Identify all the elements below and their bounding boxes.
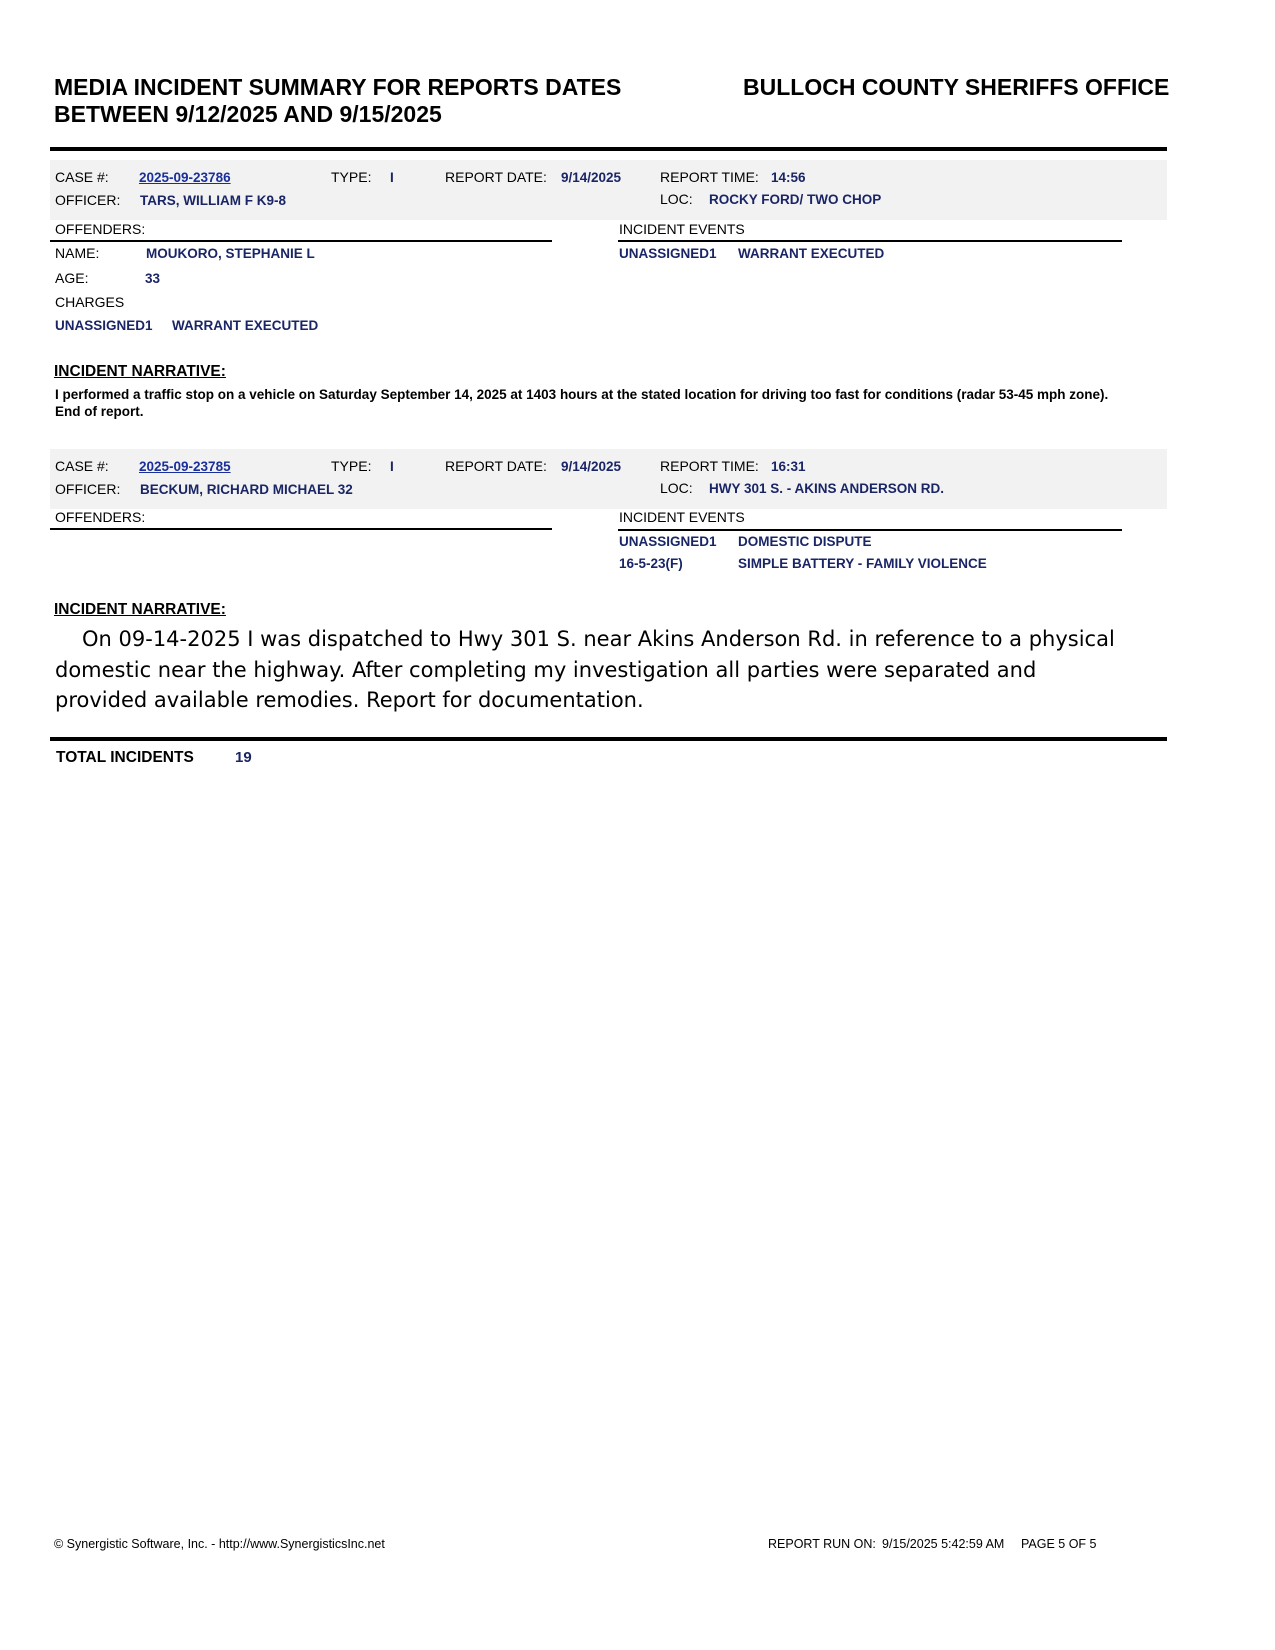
case-number-link[interactable]: 2025-09-23786 (139, 170, 231, 185)
case-label: CASE #: (55, 169, 109, 185)
event-code: UNASSIGNED1 (619, 534, 717, 549)
offender-name-value: MOUKORO, STEPHANIE L (146, 246, 315, 261)
report-time-value: 14:56 (771, 170, 806, 185)
officer-label: OFFICER: (55, 192, 121, 208)
officer-value: TARS, WILLIAM F K9-8 (140, 193, 286, 208)
narrative-text: I performed a traffic stop on a vehicle on Saturday September 14, 2025 at 1403 hours at the stated location for driving too fast for conditions (radar 53-45 mph zone). End of report. (55, 387, 1109, 419)
report-title-line-2: BETWEEN 9/12/2025 AND 9/15/2025 (54, 101, 442, 127)
offender-age-value: 33 (145, 271, 161, 286)
case-number-link[interactable]: 2025-09-23785 (139, 459, 231, 474)
offenders-divider (50, 240, 552, 242)
location-value: ROCKY FORD/ TWO CHOP (709, 192, 882, 207)
charge-description: WARRANT EXECUTED (172, 318, 319, 333)
incident-events-heading: INCIDENT EVENTS (619, 221, 745, 237)
charge-code: UNASSIGNED1 (55, 318, 153, 333)
footer-run-value: 9/15/2025 5:42:59 AM (882, 1537, 1005, 1551)
report-time-label: REPORT TIME: (660, 169, 759, 185)
events-divider (618, 529, 1122, 531)
incident-events-heading: INCIDENT EVENTS (619, 509, 745, 525)
incident-1-header-band (50, 160, 1167, 220)
agency-name: BULLOCH COUNTY SHERIFFS OFFICE (743, 74, 1170, 100)
narrative-heading: INCIDENT NARRATIVE: (54, 363, 226, 380)
charges-heading: CHARGES (55, 294, 125, 310)
footer-run-label: REPORT RUN ON: (768, 1537, 876, 1551)
offenders-heading: OFFENDERS: (55, 509, 146, 525)
location-value: HWY 301 S. - AKINS ANDERSON RD. (709, 481, 945, 496)
report-date-label: REPORT DATE: (445, 169, 547, 185)
event-description: DOMESTIC DISPUTE (738, 534, 872, 549)
offenders-divider (50, 528, 552, 530)
type-value: I (390, 459, 394, 474)
footer-page-number: PAGE 5 OF 5 (1021, 1537, 1097, 1551)
officer-value: BECKUM, RICHARD MICHAEL 32 (140, 482, 353, 497)
header-divider (50, 147, 1167, 151)
offenders-heading: OFFENDERS: (55, 221, 146, 237)
case-label: CASE #: (55, 458, 109, 474)
report-time-value: 16:31 (771, 459, 806, 474)
offender-name-label: NAME: (55, 245, 100, 261)
report-title-line-1: MEDIA INCIDENT SUMMARY FOR REPORTS DATES (54, 74, 622, 100)
location-label: LOC: (660, 480, 693, 496)
total-incidents-label: TOTAL INCIDENTS (56, 749, 194, 766)
type-label: TYPE: (331, 458, 372, 474)
report-time-label: REPORT TIME: (660, 458, 759, 474)
totals-divider (50, 737, 1167, 741)
event-code: 16-5-23(F) (619, 556, 683, 571)
total-incidents-value: 19 (235, 749, 252, 766)
offender-age-label: AGE: (55, 270, 89, 286)
report-date-label: REPORT DATE: (445, 458, 547, 474)
type-label: TYPE: (331, 169, 372, 185)
event-description: WARRANT EXECUTED (738, 246, 885, 261)
type-value: I (390, 170, 394, 185)
report-date-value: 9/14/2025 (561, 170, 622, 185)
events-divider (618, 240, 1122, 242)
narrative-heading: INCIDENT NARRATIVE: (54, 601, 226, 618)
footer-copyright: © Synergistic Software, Inc. - http://www.SynergisticsInc.net (54, 1537, 385, 1551)
event-code: UNASSIGNED1 (619, 246, 717, 261)
report-date-value: 9/14/2025 (561, 459, 622, 474)
officer-label: OFFICER: (55, 481, 121, 497)
narrative-text: On 09-14-2025 I was dispatched to Hwy 301 S. near Akins Anderson Rd. in reference to a physical domestic near the highway. After completing my investigation all parties were separated and provided available remodies. Report for documentation. (55, 627, 1115, 712)
incident-2-header-band (50, 449, 1167, 509)
location-label: LOC: (660, 191, 693, 207)
event-description: SIMPLE BATTERY - FAMILY VIOLENCE (738, 556, 987, 571)
